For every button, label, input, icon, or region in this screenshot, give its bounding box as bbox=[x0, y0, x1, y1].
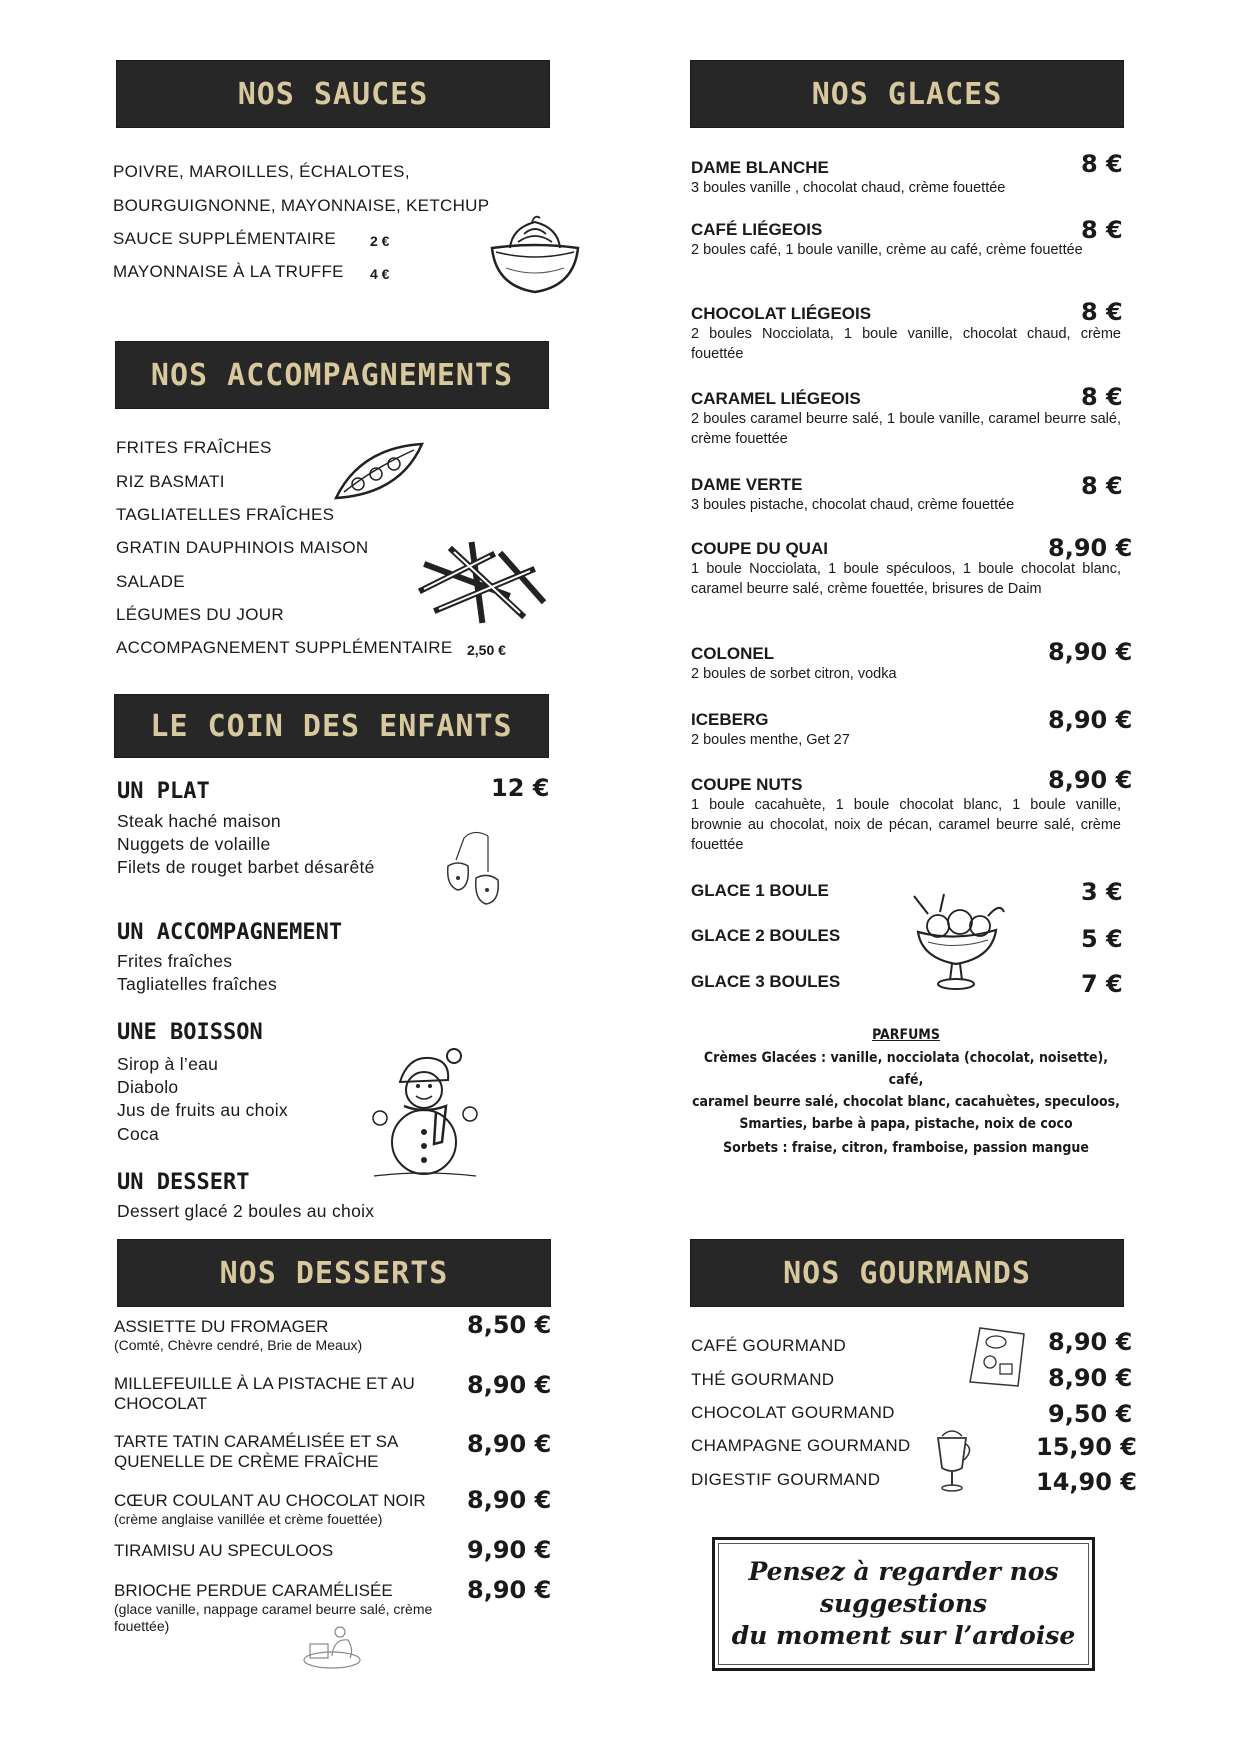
mittens-icon bbox=[444, 830, 504, 908]
glace-item bbox=[691, 389, 1121, 449]
dessert-name: CŒUR COULANT AU CHOCOLAT NOIR bbox=[114, 1491, 426, 1510]
dessert-price: 8,90 € bbox=[467, 1371, 552, 1399]
kid-boisson-item: Jus de fruits au choix bbox=[117, 1100, 288, 1120]
dessert-item bbox=[114, 1541, 444, 1561]
glace-price: 8,90 € bbox=[1048, 534, 1133, 562]
irish-coffee-glass-icon bbox=[932, 1426, 974, 1494]
kid-boisson-item: Diabolo bbox=[117, 1077, 179, 1097]
glace-desc: 2 boules Nocciolata, 1 boule vanille, chocolat chaud, crème fouettée bbox=[691, 326, 1121, 362]
pastry-plate-icon bbox=[302, 1620, 362, 1670]
accompagnement-item: TAGLIATELLES FRAÎCHES bbox=[116, 505, 335, 524]
desserts-title: NOS DESSERTS bbox=[219, 1255, 449, 1291]
gourmands-title: NOS GOURMANDS bbox=[783, 1255, 1031, 1291]
parfums-cremes-line: Crèmes Glacées : vanille, nocciolata (chocolat, noisette), café, bbox=[703, 1050, 1109, 1088]
section-header-enfants bbox=[115, 695, 548, 757]
fries-icon bbox=[412, 535, 552, 625]
glace-price: 8,90 € bbox=[1048, 766, 1133, 794]
dessert-item bbox=[114, 1581, 444, 1635]
glace-name: CAFÉ LIÉGEOIS bbox=[691, 220, 823, 239]
pea-pod-icon bbox=[330, 438, 426, 508]
snowman-icon bbox=[370, 1042, 480, 1182]
boule-name: GLACE 2 BOULES bbox=[691, 926, 841, 945]
kid-boisson-item: Sirop à l’eau bbox=[117, 1054, 219, 1074]
accompagnement-extra-name: ACCOMPAGNEMENT SUPPLÉMENTAIRE bbox=[116, 638, 453, 657]
glace-desc: 2 boules café, 1 boule vanille, crème au café, crème fouettée bbox=[691, 242, 1083, 258]
dessert-price: 8,90 € bbox=[467, 1430, 552, 1458]
section-header-desserts bbox=[118, 1240, 550, 1306]
gourmand-name: CHAMPAGNE GOURMAND bbox=[691, 1436, 911, 1455]
gourmand-name: CAFÉ GOURMAND bbox=[691, 1336, 847, 1355]
accompagnement-item: SALADE bbox=[116, 572, 185, 591]
boule-name: GLACE 1 BOULE bbox=[691, 881, 829, 900]
parfums-cremes-line: Smarties, barbe à papa, pistache, noix de coco bbox=[739, 1116, 1073, 1132]
gourmand-price: 15,90 € bbox=[1036, 1433, 1137, 1461]
glace-item bbox=[691, 304, 1121, 364]
boule-name: GLACE 3 BOULES bbox=[691, 972, 841, 991]
glace-price: 8 € bbox=[1081, 472, 1123, 500]
accompagnement-item: GRATIN DAUPHINOIS MAISON bbox=[116, 538, 369, 557]
parfums-sorbets: Sorbets : fraise, citron, framboise, passion mangue bbox=[723, 1140, 1089, 1156]
kid-accompagnement-item: Frites fraîches bbox=[117, 951, 233, 971]
dessert-name: MILLEFEUILLE À LA PISTACHE ET AU CHOCOLAT bbox=[114, 1374, 415, 1413]
dessert-name: ASSIETTE DU FROMAGER bbox=[114, 1317, 329, 1336]
parfums-title: PARFUMS bbox=[872, 1027, 940, 1043]
sauces-title: NOS SAUCES bbox=[237, 76, 429, 112]
kid-plat-price: 12 € bbox=[491, 774, 550, 802]
enfants-title: LE COIN DES ENFANTS bbox=[150, 708, 513, 744]
glace-desc: 3 boules pistache, chocolat chaud, crème fouettée bbox=[691, 497, 1015, 513]
gourmand-name: CHOCOLAT GOURMAND bbox=[691, 1403, 895, 1422]
sauce-item-name: MAYONNAISE À LA TRUFFE bbox=[113, 262, 344, 281]
gourmand-price: 14,90 € bbox=[1036, 1468, 1137, 1496]
sauce-bowl-icon bbox=[488, 212, 582, 296]
kid-accompagnement-item: Tagliatelles fraîches bbox=[117, 974, 277, 994]
ardoise-line: du moment sur l’ardoise bbox=[731, 1621, 1076, 1650]
coffee-plate-icon bbox=[966, 1324, 1028, 1388]
accompagnement-extra-price: 2,50 € bbox=[467, 642, 506, 658]
parfums-cremes bbox=[691, 1047, 1121, 1135]
glace-desc: 2 boules menthe, Get 27 bbox=[691, 732, 850, 748]
dessert-price: 8,50 € bbox=[467, 1311, 552, 1339]
glace-desc: 2 boules de sorbet citron, vodka bbox=[691, 666, 897, 682]
section-header-sauces bbox=[117, 61, 549, 127]
glace-desc: 1 boule cacahuète, 1 boule chocolat blanc, 1 boule vanille, brownie au chocolat, noix de pécan, caramel beurre salé, crème fouettée bbox=[691, 797, 1121, 853]
sauce-item-price: 2 € bbox=[370, 233, 390, 249]
dessert-name: TARTE TATIN CARAMÉLISÉE ET SA QUENELLE DE CRÈME FRAÎCHE bbox=[114, 1432, 398, 1471]
ice-cream-sundae-icon bbox=[904, 892, 1008, 994]
kid-plat-item: Filets de rouget barbet désarêté bbox=[117, 857, 375, 877]
dessert-item bbox=[114, 1317, 444, 1354]
kid-dessert-item: Dessert glacé 2 boules au choix bbox=[117, 1201, 375, 1221]
gourmand-price: 9,50 € bbox=[1048, 1400, 1133, 1428]
glace-price: 8 € bbox=[1081, 298, 1123, 326]
dessert-name: TIRAMISU AU SPECULOOS bbox=[114, 1541, 334, 1560]
dessert-price: 8,90 € bbox=[467, 1486, 552, 1514]
dessert-sub: (crème anglaise vanillée et crème fouettée) bbox=[114, 1511, 383, 1527]
sauce-item-name: SAUCE SUPPLÉMENTAIRE bbox=[113, 229, 336, 248]
glace-item bbox=[691, 158, 1121, 198]
gourmand-name: DIGESTIF GOURMAND bbox=[691, 1470, 881, 1489]
kid-plat-title: UN PLAT bbox=[117, 779, 210, 804]
section-header-gourmands bbox=[691, 1240, 1123, 1306]
boule-price: 3 € bbox=[1081, 878, 1123, 906]
glace-item bbox=[691, 475, 1121, 515]
glace-price: 8,90 € bbox=[1048, 706, 1133, 734]
gourmand-name: THÉ GOURMAND bbox=[691, 1370, 835, 1389]
glaces-title: NOS GLACES bbox=[811, 76, 1003, 112]
glace-name: ICEBERG bbox=[691, 710, 769, 729]
kid-boisson-title: UNE BOISSON bbox=[117, 1020, 263, 1045]
kid-plat-item: Nuggets de volaille bbox=[117, 834, 271, 854]
boule-price: 7 € bbox=[1081, 970, 1123, 998]
ardoise-line: Pensez à regarder nos suggestions bbox=[748, 1557, 1059, 1618]
accompagnement-item: LÉGUMES DU JOUR bbox=[116, 605, 284, 624]
glace-price: 8 € bbox=[1081, 150, 1123, 178]
ardoise-box bbox=[712, 1537, 1095, 1671]
section-header-glaces bbox=[691, 61, 1123, 127]
dessert-item bbox=[114, 1432, 444, 1472]
glace-name: COUPE NUTS bbox=[691, 775, 803, 794]
glace-price: 8,90 € bbox=[1048, 638, 1133, 666]
glace-name: COLONEL bbox=[691, 644, 775, 663]
glace-name: DAME VERTE bbox=[691, 475, 803, 494]
glace-name: CARAMEL LIÉGEOIS bbox=[691, 389, 861, 408]
sauces-line: BOURGUIGNONNE, MAYONNAISE, KETCHUP bbox=[113, 196, 490, 215]
dessert-name: BRIOCHE PERDUE CARAMÉLISÉE bbox=[114, 1581, 393, 1600]
kid-dessert-title: UN DESSERT bbox=[117, 1170, 250, 1195]
glace-price: 8 € bbox=[1081, 216, 1123, 244]
glace-item bbox=[691, 220, 1121, 260]
dessert-item bbox=[114, 1491, 444, 1528]
dessert-item bbox=[114, 1374, 444, 1414]
kid-plat-item: Steak haché maison bbox=[117, 811, 281, 831]
dessert-price: 8,90 € bbox=[467, 1576, 552, 1604]
glace-desc: 3 boules vanille , chocolat chaud, crème fouettée bbox=[691, 180, 1006, 196]
dessert-price: 9,90 € bbox=[467, 1536, 552, 1564]
dessert-sub: (glace vanille, nappage caramel beurre salé, crème fouettée) bbox=[114, 1601, 433, 1634]
glace-desc: 2 boules caramel beurre salé, 1 boule vanille, caramel beurre salé, crème fouettée bbox=[691, 411, 1121, 447]
dessert-sub: (Comté, Chèvre cendré, Brie de Meaux) bbox=[114, 1337, 363, 1353]
parfums-cremes-line: caramel beurre salé, chocolat blanc, cacahuètes, speculoos, bbox=[692, 1094, 1120, 1110]
glace-name: DAME BLANCHE bbox=[691, 158, 829, 177]
accompagnements-title: NOS ACCOMPAGNEMENTS bbox=[150, 357, 514, 393]
kid-accompagnement-title: UN ACCOMPAGNEMENT bbox=[117, 920, 343, 945]
glace-desc: 1 boule Nocciolata, 1 boule spéculoos, 1 boule chocolat blanc, caramel beurre salé, crème fouettée, brisures de Daim bbox=[691, 561, 1121, 597]
glace-price: 8 € bbox=[1081, 383, 1123, 411]
accompagnement-item: FRITES FRAÎCHES bbox=[116, 438, 272, 457]
kid-boisson-item: Coca bbox=[117, 1124, 160, 1144]
gourmand-price: 8,90 € bbox=[1048, 1328, 1133, 1356]
sauces-line: POIVRE, MAROILLES, ÉCHALOTES, bbox=[113, 162, 410, 181]
glace-name: CHOCOLAT LIÉGEOIS bbox=[691, 304, 872, 323]
sauce-item-price: 4 € bbox=[370, 266, 390, 282]
section-header-accompagnements bbox=[116, 342, 548, 408]
glace-name: COUPE DU QUAI bbox=[691, 539, 828, 558]
accompagnement-item: RIZ BASMATI bbox=[116, 472, 225, 491]
gourmand-price: 8,90 € bbox=[1048, 1364, 1133, 1392]
boule-price: 5 € bbox=[1081, 925, 1123, 953]
